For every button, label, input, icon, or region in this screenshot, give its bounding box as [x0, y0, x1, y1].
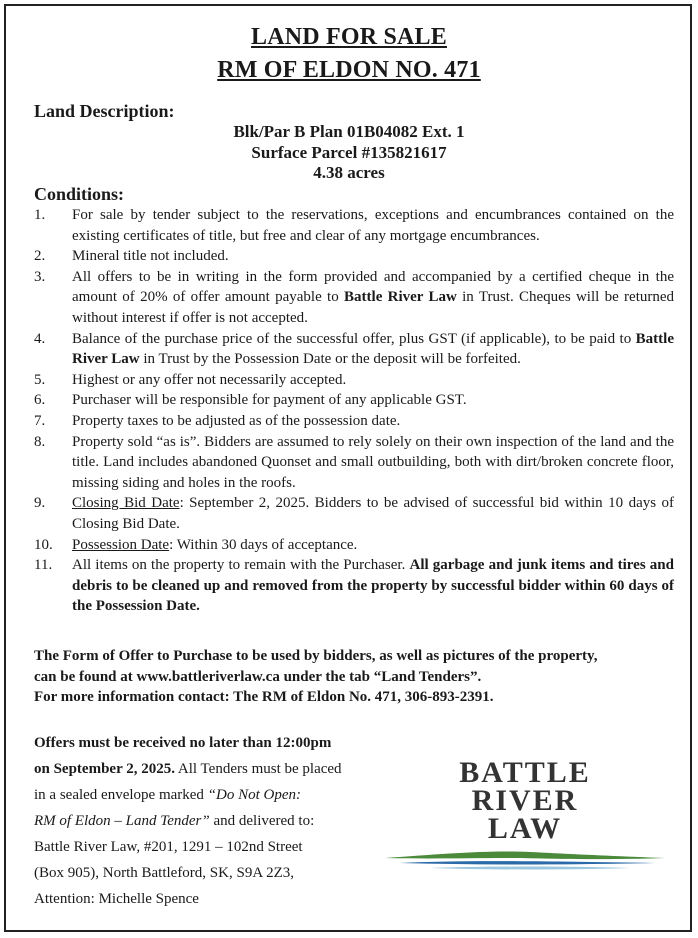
condition-number: 7. — [34, 412, 46, 429]
conditions-list — [34, 205, 674, 617]
condition-text — [72, 535, 674, 556]
attention-line: Attention: Michelle Spence — [34, 891, 199, 907]
condition-text-part: in Trust. Cheques will be returned without interest if offer is not accepted. — [72, 289, 675, 326]
form-info-line: The Form of Offer to Purchase to be used by bidders, as well as pictures of the property, — [34, 648, 598, 664]
condition-number: 5. — [34, 371, 46, 388]
offer-text: and delivered to: — [209, 813, 315, 829]
condition-text — [72, 329, 674, 370]
condition-item — [34, 390, 674, 411]
condition-item — [34, 205, 674, 246]
condition-text — [72, 267, 674, 329]
condition-text-part: Balance of the purchase price of the successful offer, plus GST (if applicable), to be paid to — [72, 330, 636, 347]
condition-number: 4. — [34, 330, 46, 347]
form-info — [34, 646, 674, 708]
battle-river-law-logo — [380, 750, 670, 880]
logo-text-river: RIVER — [471, 784, 579, 817]
cleanup-requirement: All garbage and junk items and tires and debris to be cleaned up and removed from the property by successful bidder within 60 days of the Possession Date. — [72, 557, 674, 615]
condition-number: 3. — [34, 268, 46, 285]
condition-number: 9. — [34, 495, 46, 512]
logo-landscape-icon — [380, 846, 670, 876]
law-firm-name: Battle River Law — [72, 330, 674, 368]
condition-item — [34, 555, 674, 617]
plan-line: Blk/Par B Plan 01B04082 Ext. 1 — [233, 122, 465, 141]
condition-item — [34, 493, 674, 534]
closing-bid-date-label: Closing Bid Date — [72, 495, 180, 512]
envelope-marking: “Do Not Open: — [207, 787, 302, 803]
offer-deadline: Offers must be received no later than 12:00pm — [34, 735, 332, 751]
offer-text: All Tenders must be placed — [174, 761, 342, 777]
notice-title: LAND FOR SALE — [251, 24, 447, 50]
condition-number: 6. — [34, 392, 46, 409]
offer-instructions — [34, 730, 379, 912]
offer-line — [34, 808, 379, 834]
condition-text: Property taxes to be adjusted as of the possession date. — [72, 412, 401, 429]
condition-number: 11. — [34, 557, 53, 574]
address-line: Battle River Law, #201, 1291 – 102nd Street — [34, 839, 303, 855]
condition-text-part: : Within 30 days of acceptance. — [169, 536, 358, 553]
offer-line — [34, 756, 379, 782]
notice-subtitle: RM OF ELDON NO. 471 — [217, 57, 481, 83]
form-info-line: can be found at www.battleriverlaw.ca under the tab “Land Tenders”. — [34, 668, 482, 685]
logo-text-law: LAW — [487, 812, 563, 845]
condition-text: Purchaser will be responsible for payment of any applicable GST. — [72, 392, 467, 409]
acreage-line: 4.38 acres — [313, 163, 385, 182]
land-description — [0, 122, 698, 184]
condition-item — [34, 432, 674, 494]
condition-text: Property sold “as is”. Bidders are assumed to rely solely on their own inspection of the land and the title. Land includes abandoned Quonset and small outbuilding, both with dirt/broken concrete floor, missing siding and holes in the roofs. — [72, 433, 674, 491]
condition-text: For sale by tender subject to the reservations, exceptions and encumbrances contained on the existing certificates of title, but free and clear of any mortgage encumbrances. — [72, 207, 674, 244]
condition-number: 1. — [34, 207, 46, 223]
parcel-line: Surface Parcel #135821617 — [251, 142, 447, 162]
condition-item — [34, 329, 674, 370]
condition-number: 10. — [34, 536, 53, 553]
condition-item — [34, 370, 674, 391]
logo-text-battle: BATTLE — [459, 756, 591, 789]
condition-text-part: in Trust by the Possession Date or the deposit will be forfeited. — [139, 351, 521, 368]
contact-line: For more information contact: The RM of Eldon No. 471, 306-893-2391. — [34, 689, 494, 705]
condition-item — [34, 246, 674, 267]
condition-item — [34, 411, 674, 432]
condition-text: Mineral title not included. — [72, 248, 229, 265]
offer-deadline-date: on September 2, 2025. — [34, 761, 175, 777]
condition-text-part: All items on the property to remain with the Purchaser. — [72, 557, 410, 574]
condition-item — [34, 267, 674, 329]
condition-text-part: All offers to be in writing in the form provided and accompanied by a certified cheque in the amount of 20% of offer amount payable to — [72, 268, 674, 306]
possession-date-label: Possession Date — [72, 536, 170, 553]
condition-item — [34, 535, 674, 556]
offer-line — [34, 782, 379, 808]
land-description-label: Land Description: — [34, 101, 175, 121]
address-line: (Box 905), North Battleford, SK, S9A 2Z3, — [34, 865, 294, 881]
offer-text: in a sealed envelope marked — [34, 787, 208, 803]
condition-text — [72, 555, 674, 617]
condition-number: 2. — [34, 248, 46, 265]
envelope-marking: RM of Eldon – Land Tender” — [34, 813, 210, 829]
condition-text-part: : September 2, 2025. Bidders to be advised of successful bid within 10 days of Closing Bid Date. — [72, 495, 674, 532]
condition-number: 8. — [34, 433, 46, 450]
condition-text: Highest or any offer not necessarily accepted. — [72, 371, 347, 388]
law-firm-name: Battle River Law — [344, 289, 457, 306]
conditions-label: Conditions: — [34, 184, 125, 204]
condition-text — [72, 493, 674, 534]
